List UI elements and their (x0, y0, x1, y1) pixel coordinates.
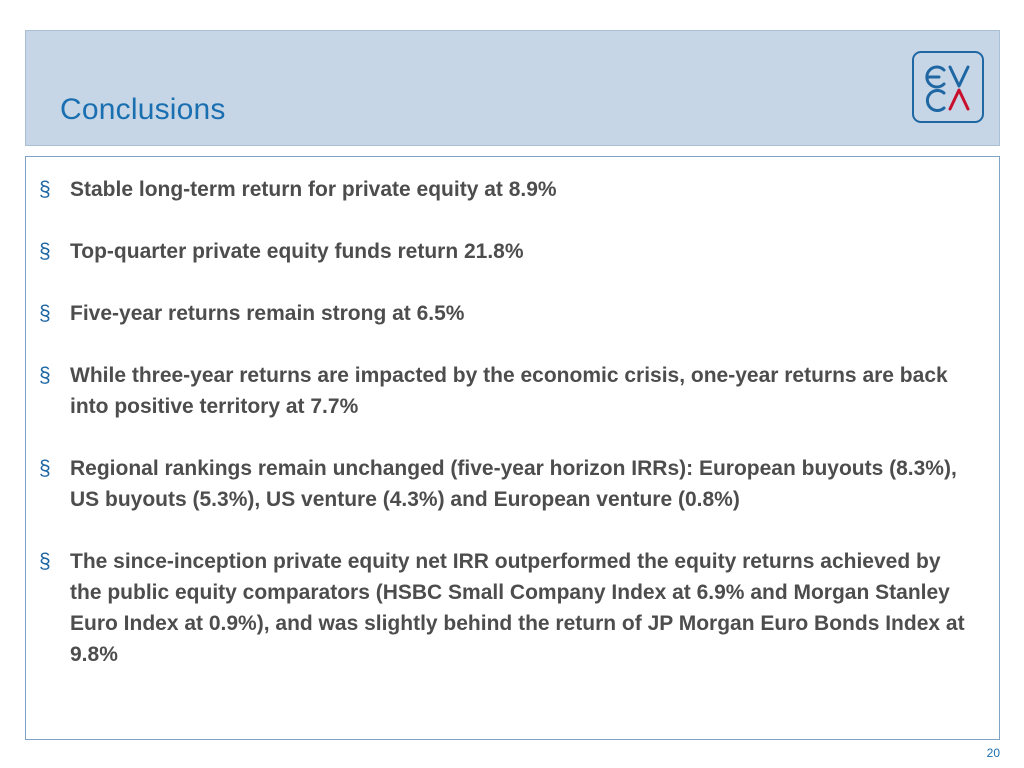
header-band (25, 30, 1000, 146)
list-item-text: Stable long-term return for private equity at 8.9% (70, 178, 557, 201)
list-item (39, 453, 970, 515)
section-bullet-icon: § (39, 302, 51, 325)
list-item-text: Regional rankings remain unchanged (five-year horizon IRRs): European buyouts (8.3%), US buyouts (5.3%), US venture (4.3%) and European venture (0.8%) (70, 457, 957, 511)
list-item-text: The since-inception private equity net IRR outperformed the equity returns achieved by the public equity comparators (HSBC Small Company Index at 6.9% and Morgan Stanley Euro Index at 0.9%), and was slightly behind the return of JP Morgan Euro Bonds Index at 9.8% (70, 550, 965, 666)
evca-logo-icon (912, 51, 984, 123)
list-item-text: Top-quarter private equity funds return 21.8% (70, 240, 524, 263)
list-item (39, 360, 970, 422)
section-bullet-icon: § (39, 457, 51, 480)
evca-logo-svg (914, 53, 982, 121)
section-bullet-icon: § (39, 178, 51, 201)
content-box (25, 156, 1000, 740)
section-bullet-icon: § (39, 240, 51, 263)
list-item-text: Five-year returns remain strong at 6.5% (70, 302, 465, 325)
list-item-text: While three-year returns are impacted by the economic crisis, one-year returns are back into positive territory at 7.7% (70, 364, 948, 418)
page-number: 20 (986, 746, 1000, 760)
section-bullet-icon: § (39, 364, 51, 387)
list-item (39, 298, 970, 329)
section-bullet-icon: § (39, 550, 51, 573)
conclusions-list (39, 174, 970, 701)
list-item (39, 236, 970, 267)
list-item (39, 546, 970, 670)
page-title: Conclusions (60, 93, 226, 126)
list-item (39, 174, 970, 205)
